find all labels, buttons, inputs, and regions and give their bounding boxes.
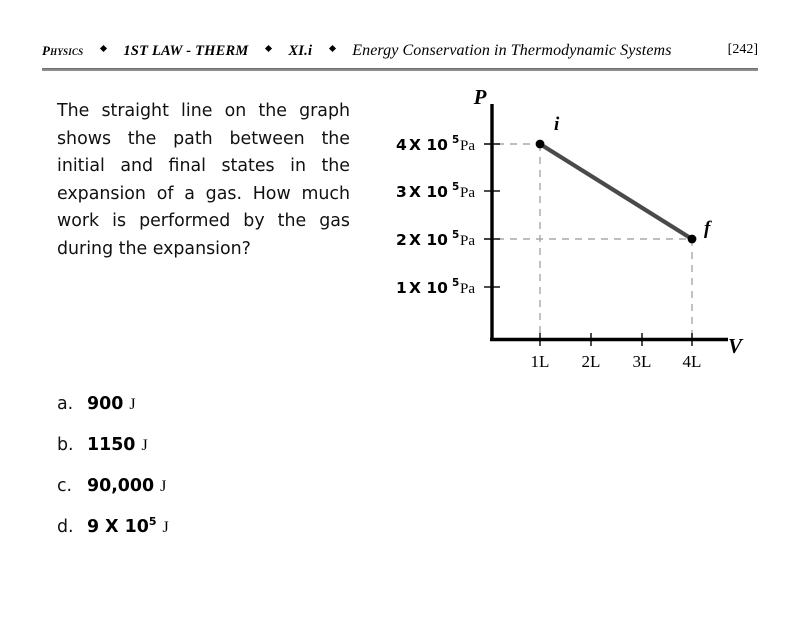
x-tick-label-4l: 4L	[682, 352, 702, 371]
data-point-label-i: i	[554, 114, 560, 135]
data-point-label-f: f	[704, 218, 711, 239]
y-tick-exponent: 5	[452, 277, 460, 289]
x-axis-label: V	[727, 334, 743, 358]
page-header	[42, 42, 758, 68]
y-tick-mantissa: 3	[396, 183, 407, 201]
answer-number: 1150	[87, 434, 136, 455]
y-tick-unit: Pa	[460, 185, 475, 201]
pv-diagram	[380, 90, 750, 380]
answer-letter: c.	[57, 475, 73, 496]
data-point-f	[688, 235, 697, 244]
diamond-bullet-icon	[329, 45, 336, 52]
answer-number: 90,000	[87, 475, 155, 496]
answer-value	[87, 392, 136, 414]
answer-value	[87, 515, 169, 537]
answer-number: 900	[87, 393, 124, 414]
answer-unit: J	[162, 518, 169, 536]
y-tick-base: X 10	[409, 136, 448, 154]
y-tick-base: X 10	[409, 183, 448, 201]
header-topic: 1ST LAW - THERM	[123, 43, 249, 59]
y-tick-label-4	[396, 134, 475, 154]
y-tick-unit: Pa	[460, 233, 475, 249]
page-number: [242]	[727, 42, 758, 57]
answer-letter: d.	[57, 516, 74, 537]
x-tick-label-3l: 3L	[632, 352, 652, 371]
answer-exponent: 5	[148, 515, 157, 528]
y-tick-mantissa: 1	[396, 279, 407, 297]
y-axis-label: P	[473, 90, 487, 109]
answer-unit: J	[129, 395, 136, 413]
answer-option-a[interactable]	[57, 392, 477, 433]
header-divider	[42, 68, 758, 71]
data-point-i	[536, 140, 545, 149]
x-tick-label-1l: 1L	[530, 352, 550, 371]
answer-letter: b.	[57, 434, 74, 455]
process-path-line	[540, 144, 692, 239]
answer-value	[87, 474, 166, 496]
y-tick-unit: Pa	[460, 281, 475, 297]
pv-diagram-svg	[380, 90, 750, 380]
y-tick-exponent: 5	[452, 181, 460, 193]
y-tick-exponent: 5	[452, 134, 460, 146]
y-tick-label-2	[396, 229, 475, 249]
answer-unit: J	[160, 477, 167, 495]
y-tick-exponent: 5	[452, 229, 460, 241]
y-tick-label-3	[396, 181, 475, 201]
question-text: The straight line on the graph shows the path between the initial and final states in the expansion of a gas. How much work is performed by the gas during the expansion?	[57, 101, 350, 259]
answer-value	[87, 433, 148, 455]
y-tick-base: X 10	[409, 231, 448, 249]
answer-option-c[interactable]	[57, 474, 477, 515]
y-tick-mantissa: 2	[396, 231, 407, 249]
y-tick-mantissa: 4	[396, 136, 407, 154]
y-tick-label-1	[396, 277, 475, 297]
answer-letter: a.	[57, 393, 74, 414]
header-subject: Physics	[42, 43, 84, 58]
y-tick-unit: Pa	[460, 138, 475, 154]
header-breadcrumb	[42, 42, 758, 60]
diamond-bullet-icon	[265, 45, 272, 52]
answer-unit: J	[141, 436, 148, 454]
answer-option-d[interactable]	[57, 515, 477, 556]
y-tick-base: X 10	[409, 279, 448, 297]
answer-number: 9 X 10	[87, 516, 149, 537]
x-tick-label-2l: 2L	[581, 352, 601, 371]
diamond-bullet-icon	[100, 45, 107, 52]
header-title: Energy Conservation in Thermodynamic Systems	[352, 42, 672, 59]
header-code: XI.i	[288, 43, 313, 59]
answer-options	[57, 392, 477, 556]
answer-option-b[interactable]	[57, 433, 477, 474]
